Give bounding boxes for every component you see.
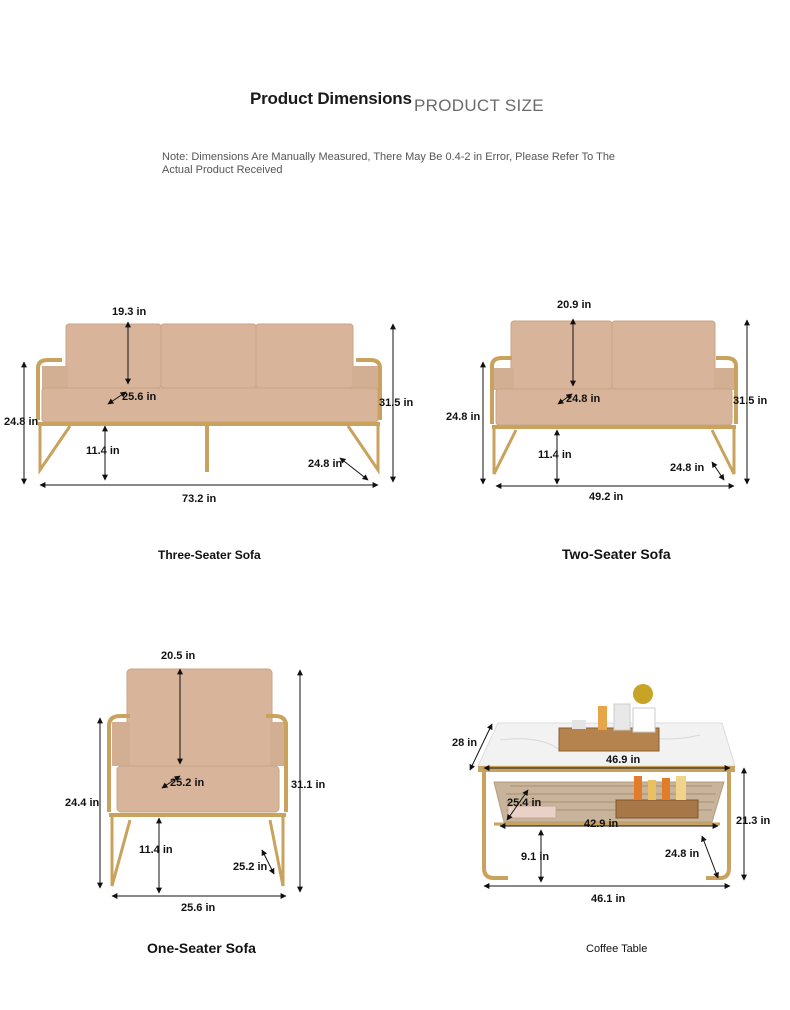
one-seater-seat-depth-label: 25.2 in [170, 777, 205, 789]
three-seater-arm-height-label: 24.8 in [4, 416, 39, 428]
three-seater-back-width-label: 19.3 in [112, 306, 147, 318]
three-seater-seat-depth-label: 25.6 in [122, 391, 157, 403]
two-seater-arm-height-label: 24.8 in [446, 411, 481, 423]
three-seater-width-label: 73.2 in [182, 493, 217, 505]
two-seater-depth-label: 24.8 in [670, 462, 705, 474]
one-seater-back-width-label: 20.5 in [161, 650, 196, 662]
coffee-table-shelf-width-label: 42.9 in [584, 818, 619, 830]
one-seater-depth-label: 25.2 in [233, 861, 268, 873]
page-subtitle: PRODUCT SIZE [414, 96, 544, 115]
coffee-table-top-depth-label: 28 in [452, 737, 478, 749]
two-seater-seat-depth-label: 24.8 in [566, 393, 601, 405]
two-seater-caption: Two-Seater Sofa [562, 546, 671, 562]
coffee-table-shelf-height-label: 9.1 in [521, 851, 550, 863]
coffee-table-height-label: 21.3 in [736, 815, 771, 827]
one-seater-arm-height-label: 24.4 in [65, 797, 100, 809]
coffee-table-width-label: 46.1 in [591, 893, 626, 905]
page-title: Product Dimensions [250, 89, 412, 108]
two-seater-seat-height-label: 11.4 in [538, 449, 572, 461]
one-seater-width-label: 25.6 in [181, 902, 216, 914]
two-seater-back-width-label: 20.9 in [557, 299, 592, 311]
three-seater-total-height-label: 31.5 in [379, 397, 414, 409]
coffee-table-depth-label: 24.8 in [665, 848, 700, 860]
one-seater-seat-height-label: 11.4 in [139, 844, 173, 856]
two-seater-width-label: 49.2 in [589, 491, 624, 503]
coffee-table-top-width-label: 46.9 in [606, 754, 641, 766]
three-seater-depth-label: 24.8 in [308, 458, 343, 470]
three-seater-seat-height-label: 11.4 in [86, 445, 120, 457]
one-seater-total-height-label: 31.1 in [291, 779, 326, 791]
coffee-table-caption: Coffee Table [586, 943, 648, 955]
measurement-note: Note: Dimensions Are Manually Measured, There May Be 0.4-2 in Error, Please Refer To The Actual Product Received [162, 151, 616, 176]
two-seater-total-height-label: 31.5 in [733, 395, 768, 407]
three-seater-caption: Three-Seater Sofa [158, 548, 261, 562]
coffee-table-shelf-depth-label: 25.4 in [507, 797, 542, 809]
one-seater-caption: One-Seater Sofa [147, 940, 256, 956]
